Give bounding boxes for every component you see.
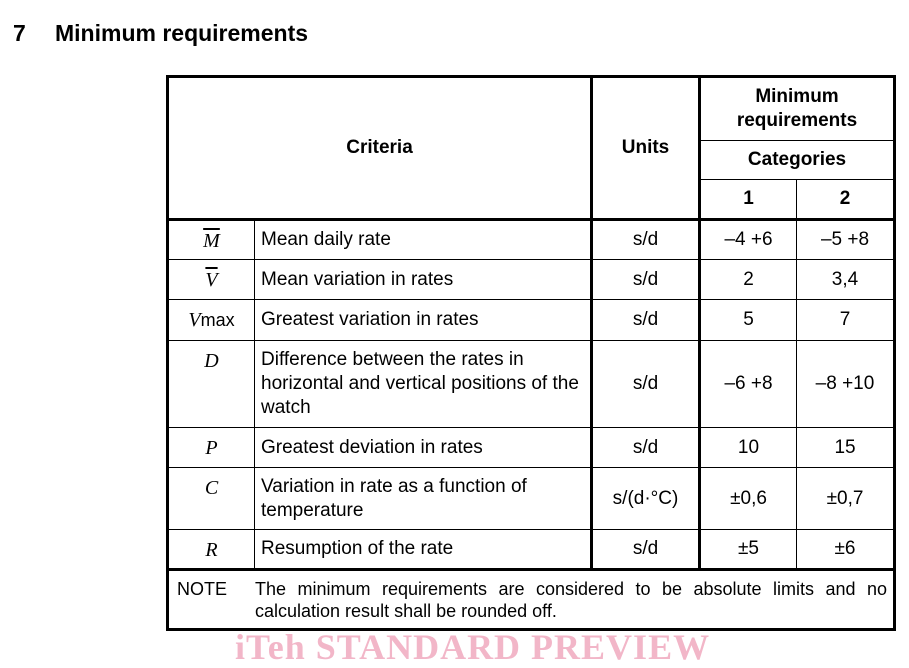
unit-cell: s/d: [592, 341, 700, 428]
category-1-value: –4 +6: [700, 220, 797, 260]
watermark: iTeh STANDARD PREVIEW: [235, 627, 711, 667]
category-2-value: –5 +8: [797, 220, 895, 260]
criterion-cell: Variation in rate as a function of temperature: [255, 468, 592, 530]
header-criteria: Criteria: [168, 77, 592, 220]
unit-cell: s/d: [592, 220, 700, 260]
table-row: [168, 341, 895, 428]
criterion-cell: Greatest deviation in rates: [255, 428, 592, 468]
note-text: The minimum requirements are considered to be absolute limits and no calculation result shall be rounded off.: [255, 578, 888, 621]
symbol-cell: R: [168, 530, 255, 570]
criterion-cell: Mean daily rate: [255, 220, 592, 260]
symbol-subscript: max: [200, 310, 235, 330]
section-title: Minimum requirements: [55, 20, 309, 46]
unit-cell: s/d: [592, 428, 700, 468]
category-1-value: –6 +8: [700, 341, 797, 428]
category-2-value: 7: [797, 300, 895, 341]
category-1-value: 2: [700, 260, 797, 300]
unit-cell: s/d: [592, 530, 700, 570]
note-label: NOTE: [177, 578, 228, 599]
unit-cell: s/d: [592, 300, 700, 341]
category-2-value: ±6: [797, 530, 895, 570]
category-1-value: 5: [700, 300, 797, 341]
requirements-table: [166, 75, 896, 631]
category-1-value: 10: [700, 428, 797, 468]
section-number: 7: [13, 20, 26, 46]
criterion-cell: Mean variation in rates: [255, 260, 592, 300]
category-2-value: 15: [797, 428, 895, 468]
symbol-cell: C: [168, 468, 255, 530]
section-heading: [13, 20, 308, 47]
table-row: [168, 428, 895, 468]
criterion-cell: Difference between the rates in horizontal and vertical positions of the watch: [255, 341, 592, 428]
symbol-v: V: [188, 309, 201, 331]
symbol-cell: P: [168, 428, 255, 468]
header-categories: Categories: [700, 141, 895, 180]
criterion-cell: Greatest variation in rates: [255, 300, 592, 341]
header-min-requirements: Minimum requirements: [700, 77, 895, 141]
category-2-value: 3,4: [797, 260, 895, 300]
header-category-2: 2: [797, 180, 895, 220]
table-row: [168, 468, 895, 530]
category-1-value: ±5: [700, 530, 797, 570]
unit-cell: s/(d·°C): [592, 468, 700, 530]
note-row: [168, 570, 895, 630]
category-2-value: ±0,7: [797, 468, 895, 530]
category-2-value: –8 +10: [797, 341, 895, 428]
header-units: Units: [592, 77, 700, 220]
unit-cell: s/d: [592, 260, 700, 300]
symbol-cell: [168, 260, 255, 300]
table-row: [168, 530, 895, 570]
table-row: [168, 260, 895, 300]
criterion-cell: Resumption of the rate: [255, 530, 592, 570]
note-cell: [168, 570, 895, 630]
category-1-value: ±0,6: [700, 468, 797, 530]
symbol-m-bar: $\overline{M}$: [203, 230, 220, 252]
table-row: [168, 300, 895, 341]
symbol-v-bar: $\overline{V}$: [205, 269, 218, 291]
header-category-1: 1: [700, 180, 797, 220]
symbol-cell: [168, 220, 255, 260]
symbol-cell: D: [168, 341, 255, 428]
symbol-cell: [168, 300, 255, 341]
table-row: [168, 220, 895, 260]
